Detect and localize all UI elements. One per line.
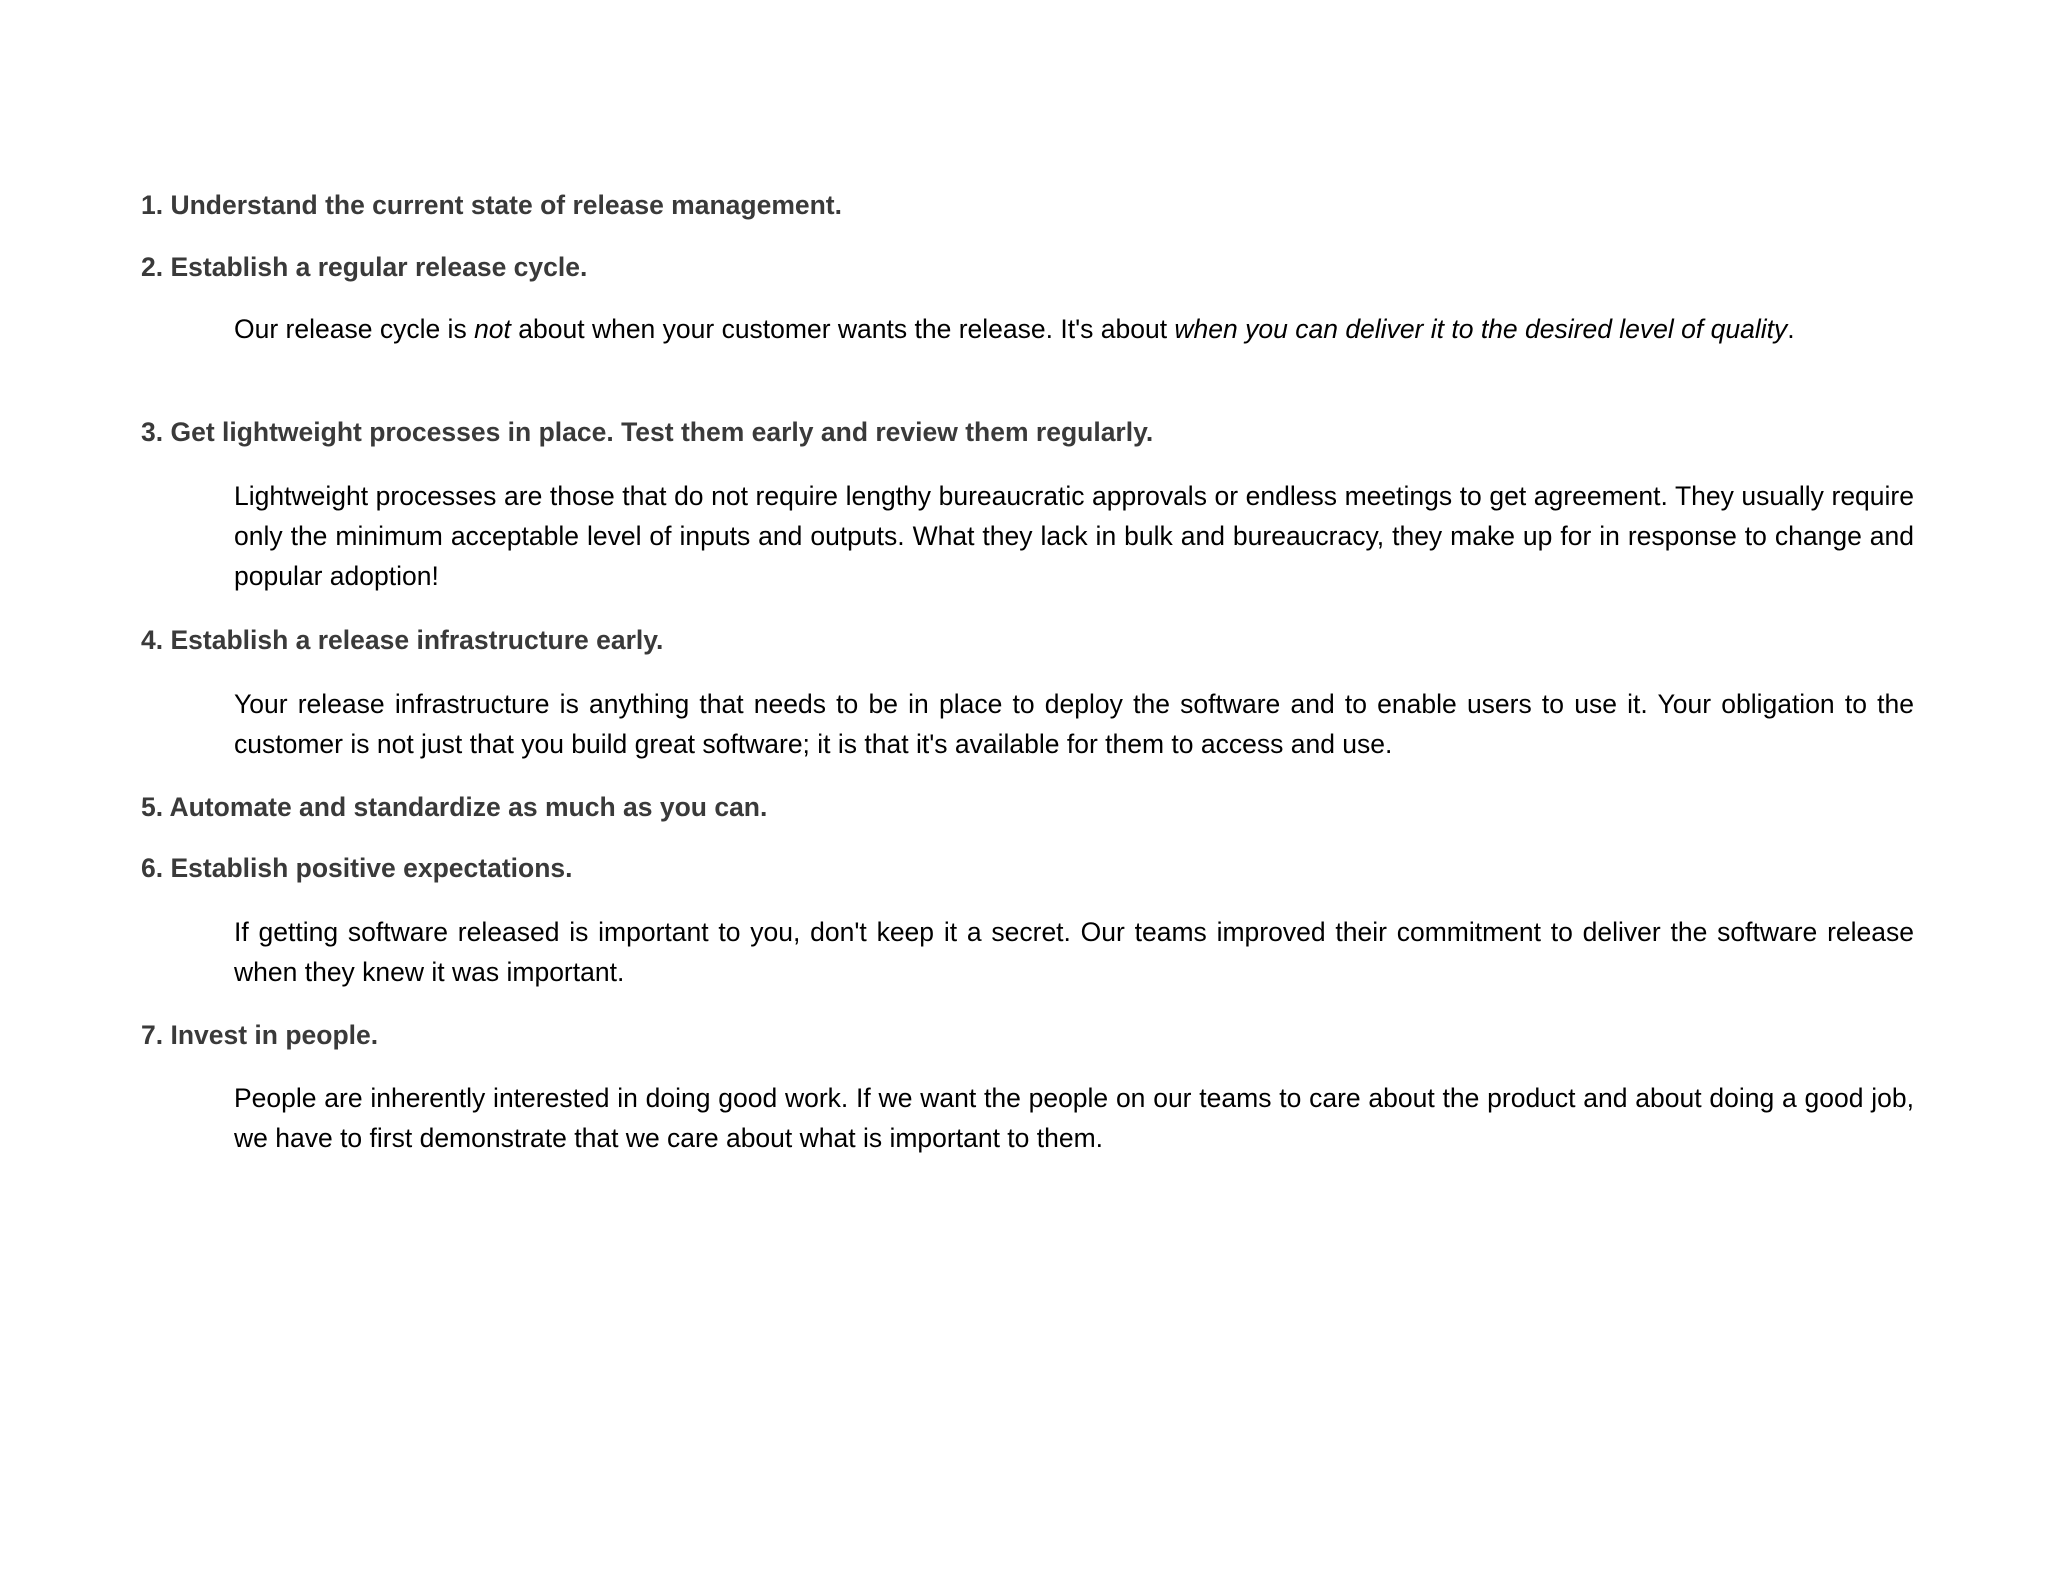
- item-2-body-emphasis: when you can deliver it to the desired level of quality: [1174, 314, 1788, 344]
- item-6-heading: 6. Establish positive expectations.: [141, 853, 573, 883]
- item-2-body-text: .: [1787, 314, 1795, 344]
- item-2-body-text: about when your customer wants the release. It's about: [510, 314, 1175, 344]
- item-2-body-emphasis: not: [474, 314, 511, 344]
- item-1-heading: 1. Understand the current state of release management.: [141, 190, 842, 220]
- item-2-body: [234, 309, 1914, 349]
- item-2-heading: 2. Establish a regular release cycle.: [141, 252, 588, 282]
- item-4-heading: 4. Establish a release infrastructure early.: [141, 625, 664, 655]
- item-5-heading: 5. Automate and standardize as much as you can.: [141, 792, 768, 822]
- item-4-body: Your release infrastructure is anything that needs to be in place to deploy the software and to enable users to use it. Your obligation to the customer is not just that you build great software; it is that it's available for them to access and use.: [234, 689, 1914, 759]
- item-2-body-text: Our release cycle is: [234, 314, 475, 344]
- item-3-heading: 3. Get lightweight processes in place. Test them early and review them regularly.: [141, 417, 1154, 447]
- item-7-body: People are inherently interested in doing good work. If we want the people on our teams to care about the product and about doing a good job, we have to first demonstrate that we care about what is important to them.: [234, 1083, 1914, 1153]
- item-3-body: Lightweight processes are those that do not require lengthy bureaucratic approvals or endless meetings to get agreement. They usually require only the minimum acceptable level of inputs and outputs. What they lack in bulk and bureaucracy, they make up for in response to change and popular adoption!: [234, 481, 1914, 591]
- item-6-body: If getting software released is important to you, don't keep it a secret. Our teams improved their commitment to deliver the software release when they knew it was important.: [234, 917, 1914, 987]
- item-7-heading: 7. Invest in people.: [141, 1020, 379, 1050]
